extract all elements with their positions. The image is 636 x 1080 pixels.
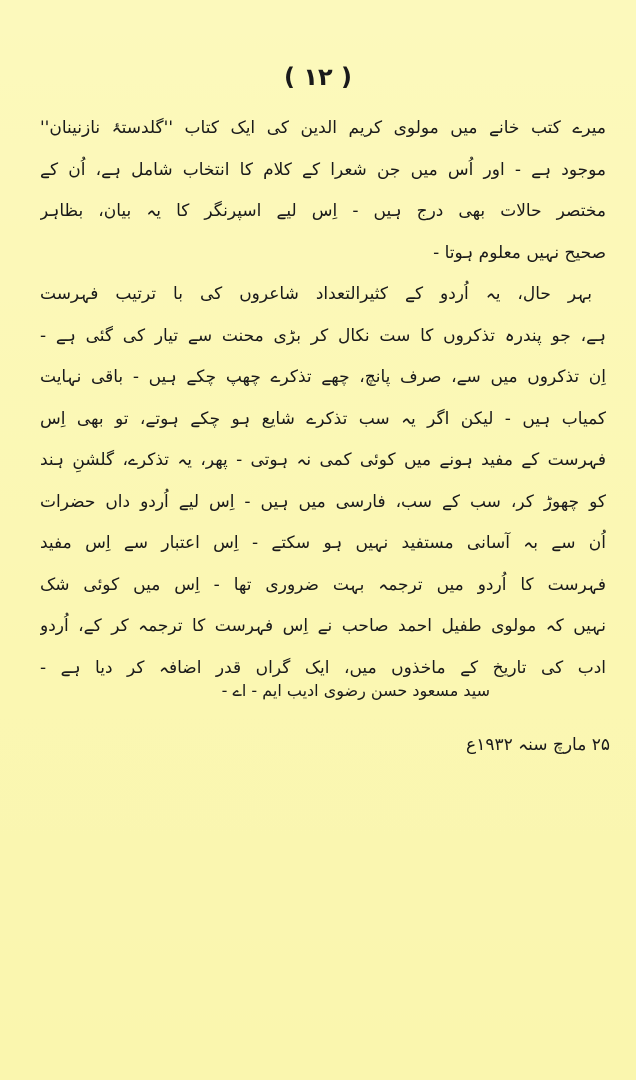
text-line: مختصر حالات بھی درج ہیں - اِس لیے اسپرنگر کا یہ بیان، بظاہر [40, 201, 606, 221]
author-signature: سید مسعود حسن رضوی ادیب ایم - اے - [221, 681, 490, 700]
text-line: ادب کی تاریخ کے ماخذوں میں، ایک گراں قدر اضافہ کر دیا ہے - [40, 657, 606, 678]
text-line: میرے کتب خانے میں مولوی کریم الدین کی ایک کتاب ''گلدستۂ نازنینان'' [40, 118, 606, 138]
text-line: صحیح نہیں معلوم ہوتا - [433, 242, 606, 263]
text-line: فہرست کے مفید ہونے میں کوئی کمی نہ ہوتی - پھر، یہ تذکرے، گلشنِ ہند [40, 450, 606, 470]
date-line: ۲۵ مارچ سنہ ۱۹۳۲ع [466, 735, 610, 755]
text-line: نہیں کہ مولوی طفیل احمد صاحب نے اِس فہرست کا ترجمہ کر کے، اُردو [40, 616, 606, 636]
text-line: موجود ہے - اور اُس میں جن شعرا کے کلام کا انتخاب شامل ہے، اُن کے [40, 159, 606, 180]
text-line: اِن تذکروں میں سے، صرف پانچ، چھے تذکرے چھپ چکے ہیں - باقی نہایت [40, 367, 606, 387]
text-line: اُن سے بہ آسانی مستفید نہیں ہو سکتے - اِس اعتبار سے اِس مفید [40, 533, 606, 553]
paragraph-1 [40, 108, 606, 274]
text-line: بہر حال، یہ اُردو کے کثیرالتعداد شاعروں کی با ترتیب فہرست [40, 284, 592, 304]
text-line: ہے، جو پندرہ تذکروں کا ست نکال کر بڑی محنت سے تیار کی گئی ہے - [40, 325, 606, 346]
text-line: فہرست کا اُردو میں ترجمہ بہت ضروری تھا - اِس میں کوئی شک [40, 574, 606, 595]
paragraph-2 [40, 274, 606, 689]
body-text [40, 108, 606, 689]
page-number: ( ١٢ ) [284, 63, 352, 91]
text-line: کو چھوڑ کر، سب کے سب، فارسی میں ہیں - اِس لیے اُردو داں حضرات [40, 491, 606, 512]
text-line: کمیاب ہیں - لیکن اگر یہ سب تذکرے شایع ہو چکے ہوتے، تو بھی اِس [40, 408, 606, 429]
